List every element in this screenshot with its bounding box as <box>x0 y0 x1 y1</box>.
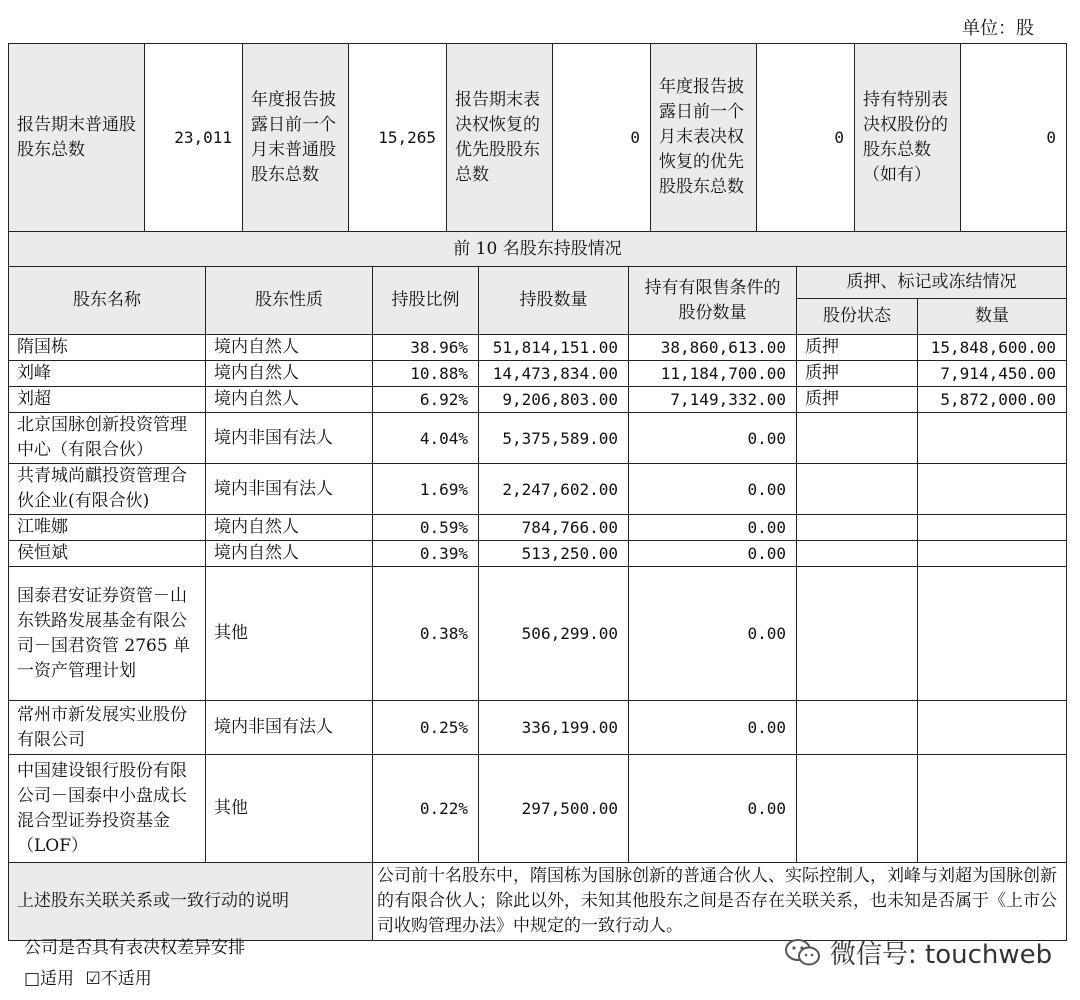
restricted-shares: 11,184,700.00 <box>629 361 797 387</box>
shareholder-nature: 境内自然人 <box>206 515 373 541</box>
watermark-text: 微信号: touchweb <box>830 940 1053 970</box>
header-name: 股东名称 <box>9 267 206 335</box>
pledge-status <box>797 701 918 755</box>
shareholding-ratio: 0.59% <box>373 515 479 541</box>
relation-text: 公司前十名股东中，隋国栋为国脉创新的普通合伙人、实际控制人，刘峰与刘超为国脉创新的有限合伙人；除此以外，未知其他股东之间是否存在关联关系，也未知是否属于《上市公司收购管理办法》中规定的一致行动人。 <box>373 863 1067 941</box>
restricted-shares: 0.00 <box>629 413 797 464</box>
shareholder-nature: 境内自然人 <box>206 387 373 413</box>
shareholding-ratio: 38.96% <box>373 335 479 361</box>
pledge-amount <box>918 755 1067 863</box>
restricted-shares: 0.00 <box>629 464 797 515</box>
shareholder-name: 共青城尚麒投资管理合伙企业(有限合伙) <box>9 464 206 515</box>
table-row <box>9 335 1067 361</box>
shareholding-ratio: 6.92% <box>373 387 479 413</box>
voting-rights-options <box>24 964 152 989</box>
watermark <box>784 934 1052 971</box>
shareholder-nature: 境内自然人 <box>206 541 373 567</box>
shareholder-name: 刘峰 <box>9 361 206 387</box>
summary-label: 报告期末普通股股东总数 <box>9 44 145 232</box>
shareholder-name: 隋国栋 <box>9 335 206 361</box>
shares-held: 506,299.00 <box>479 567 629 701</box>
shareholding-ratio: 0.25% <box>373 701 479 755</box>
restricted-shares: 0.00 <box>629 515 797 541</box>
shareholder-name: 常州市新发展实业股份有限公司 <box>9 701 206 755</box>
shareholder-nature: 境内非国有法人 <box>206 464 373 515</box>
option-applicable: □适用 <box>24 969 75 989</box>
section-title: 前 10 名股东持股情况 <box>9 232 1067 268</box>
pledge-amount <box>918 701 1067 755</box>
table-row <box>9 567 1067 701</box>
pledge-amount <box>918 413 1067 464</box>
table-row <box>9 541 1067 567</box>
summary-value: 23,011 <box>145 44 243 232</box>
header-nature: 股东性质 <box>206 267 373 335</box>
shareholder-nature: 其他 <box>206 567 373 701</box>
pledge-status: 质押 <box>797 387 918 413</box>
pledge-amount <box>918 541 1067 567</box>
restricted-shares: 7,149,332.00 <box>629 387 797 413</box>
pledge-status <box>797 567 918 701</box>
shareholding-ratio: 4.04% <box>373 413 479 464</box>
shares-held: 9,206,803.00 <box>479 387 629 413</box>
pledge-amount: 5,872,000.00 <box>918 387 1067 413</box>
shares-held: 5,375,589.00 <box>479 413 629 464</box>
shareholder-name: 江唯娜 <box>9 515 206 541</box>
shareholding-ratio: 0.39% <box>373 541 479 567</box>
restricted-shares: 38,860,613.00 <box>629 335 797 361</box>
shareholder-name: 侯恒斌 <box>9 541 206 567</box>
shareholder-name: 中国建设银行股份有限公司－国泰中小盘成长混合型证券投资基金（LOF） <box>9 755 206 863</box>
table-row <box>9 413 1067 464</box>
header-restricted: 持有有限售条件的股份数量 <box>629 267 797 335</box>
pledge-status <box>797 413 918 464</box>
shares-held: 513,250.00 <box>479 541 629 567</box>
summary-label: 年度报告披露日前一个月末表决权恢复的优先股股东总数 <box>651 44 757 232</box>
pledge-amount: 7,914,450.00 <box>918 361 1067 387</box>
shareholder-name: 国泰君安证券资管－山东铁路发展基金有限公司－国君资管 2765 单一资产管理计划 <box>9 567 206 701</box>
table-row <box>9 387 1067 413</box>
shareholder-nature: 其他 <box>206 755 373 863</box>
shareholding-ratio: 0.22% <box>373 755 479 863</box>
restricted-shares: 0.00 <box>629 755 797 863</box>
header-status: 股份状态 <box>797 299 918 335</box>
shareholder-name: 刘超 <box>9 387 206 413</box>
summary-label: 持有特别表决权股份的股东总数（如有） <box>855 44 961 232</box>
table-row <box>9 464 1067 515</box>
pledge-amount <box>918 567 1067 701</box>
shares-held: 2,247,602.00 <box>479 464 629 515</box>
restricted-shares: 0.00 <box>629 701 797 755</box>
restricted-shares: 0.00 <box>629 541 797 567</box>
pledge-status <box>797 464 918 515</box>
table-row <box>9 515 1067 541</box>
top10-shareholders-table <box>8 266 1067 941</box>
summary-value: 0 <box>961 44 1067 232</box>
shares-held: 336,199.00 <box>479 701 629 755</box>
summary-label: 报告期末表决权恢复的优先股股东总数 <box>447 44 553 232</box>
table-row <box>9 755 1067 863</box>
header-amount: 数量 <box>918 299 1067 335</box>
wechat-icon <box>784 937 822 969</box>
pledge-status <box>797 515 918 541</box>
shareholder-nature: 境内非国有法人 <box>206 701 373 755</box>
unit-label: 单位：股 <box>962 18 1034 39</box>
summary-value: 0 <box>553 44 651 232</box>
summary-label: 年度报告披露日前一个月末普通股股东总数 <box>243 44 349 232</box>
shareholder-nature: 境内自然人 <box>206 335 373 361</box>
shares-held: 14,473,834.00 <box>479 361 629 387</box>
pledge-status <box>797 541 918 567</box>
pledge-amount: 15,848,600.00 <box>918 335 1067 361</box>
shares-held: 51,814,151.00 <box>479 335 629 361</box>
header-pledge: 质押、标记或冻结情况 <box>797 267 1067 299</box>
table-row <box>9 701 1067 755</box>
pledge-status: 质押 <box>797 335 918 361</box>
option-not-applicable: ☑不适用 <box>85 969 152 989</box>
voting-rights-question: 公司是否具有表决权差异安排 <box>24 938 245 958</box>
restricted-shares: 0.00 <box>629 567 797 701</box>
table-row <box>9 361 1067 387</box>
pledge-status <box>797 755 918 863</box>
pledge-status: 质押 <box>797 361 918 387</box>
summary-value: 15,265 <box>349 44 447 232</box>
shareholding-ratio: 10.88% <box>373 361 479 387</box>
shareholder-name: 北京国脉创新投资管理中心（有限合伙） <box>9 413 206 464</box>
header-ratio: 持股比例 <box>373 267 479 335</box>
shareholding-ratio: 1.69% <box>373 464 479 515</box>
header-shares: 持股数量 <box>479 267 629 335</box>
shareholding-ratio: 0.38% <box>373 567 479 701</box>
shareholder-nature: 境内自然人 <box>206 361 373 387</box>
summary-value: 0 <box>757 44 855 232</box>
pledge-amount <box>918 464 1067 515</box>
pledge-amount <box>918 515 1067 541</box>
shareholder-summary-table <box>8 43 1067 268</box>
relation-label: 上述股东关联关系或一致行动的说明 <box>9 863 373 941</box>
shares-held: 784,766.00 <box>479 515 629 541</box>
shareholder-nature: 境内非国有法人 <box>206 413 373 464</box>
shares-held: 297,500.00 <box>479 755 629 863</box>
